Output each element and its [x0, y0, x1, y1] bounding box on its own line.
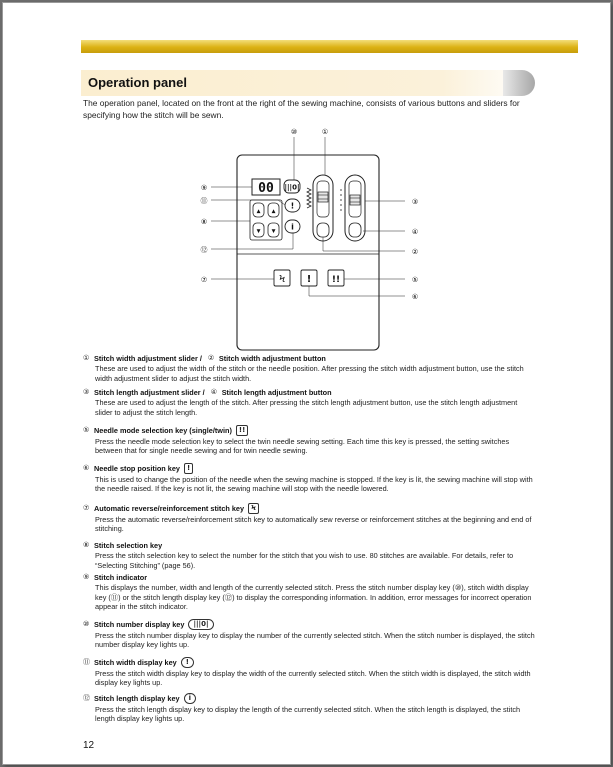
- needle-mode-key-glyph: !!: [331, 275, 341, 285]
- callout-9: ⑨: [200, 184, 208, 192]
- item-title: Stitch indicator: [94, 573, 148, 582]
- item-6: [83, 463, 535, 494]
- item-title-2: Stitch width adjustment button: [218, 354, 326, 363]
- stitch-width-slider-knob[interactable]: [318, 192, 328, 202]
- page-number: 12: [83, 740, 95, 751]
- item-number: ⑥: [83, 463, 90, 472]
- item-number-2: ②: [207, 354, 215, 362]
- reverse-key-glyph: Ϟ: [278, 274, 286, 285]
- item-body: These are used to adjust the width of the stitch or the needle position. After pressing the stitch width adjustment button, use the stitch width adjustment slider to adjust the stitch width.: [95, 364, 524, 383]
- stitch-width-key-glyph: !: [290, 201, 295, 211]
- item-number: ⑧: [83, 541, 90, 549]
- item-title: Needle mode selection key (single/twin): [94, 425, 232, 435]
- item-number: ⑨: [83, 573, 90, 581]
- item-title: Automatic reverse/reinforcement stitch key: [94, 503, 245, 513]
- item-number: ③: [83, 388, 90, 396]
- item-number: ⑩: [83, 619, 90, 628]
- callout-8: ⑧: [200, 218, 208, 226]
- intro-paragraph: The operation panel, located on the front at the right of the sewing machine, consists of various buttons and sliders for specifying how the stitch will be sewn.: [83, 98, 520, 120]
- item-body: Press the stitch width display key to display the width of the currently selected stitch. When the stitch width is displayed, the stitch width display key lights up.: [95, 669, 531, 688]
- display-digits: 00: [258, 181, 274, 196]
- item-body: Press the stitch selection key to select the number for the stitch that you wish to use. 80 stitches are available. For details, refer to “Selecting Stitching” (page 56).: [95, 551, 514, 570]
- item-title: Stitch length display key: [94, 693, 180, 703]
- needle-mode-key-icon: !!: [236, 425, 248, 436]
- item-title: Stitch length adjustment slider /: [94, 388, 205, 397]
- top-color-bar: [81, 40, 578, 53]
- item-10: [83, 619, 535, 650]
- item-body: Press the automatic reverse/reinforcement stitch key to automatically sew reverse or reinforcement stitches at the beginning and end of stitching.: [95, 515, 532, 534]
- item-title: Stitch width display key: [94, 657, 177, 667]
- down-arrow-icon: ▼: [256, 228, 261, 235]
- item-title: Stitch number display key: [94, 619, 185, 629]
- manual-page: [2, 2, 611, 765]
- stitch-width-key-icon: !: [181, 657, 194, 668]
- callout-5: ⑤: [411, 276, 419, 284]
- callout-4: ④: [411, 228, 419, 236]
- item-title: Stitch width adjustment slider /: [94, 354, 202, 363]
- stitch-number-key-glyph: |||0|: [284, 183, 300, 192]
- section-header-tab: [503, 70, 535, 96]
- up-arrow-icon: ▲: [256, 208, 261, 215]
- item-11: [83, 657, 535, 688]
- callout-6: ⑥: [411, 293, 419, 301]
- callout-11: ⑪: [200, 197, 208, 205]
- up-arrow-icon: ▲: [271, 208, 276, 215]
- item-1-2: [83, 354, 535, 383]
- item-body: This is used to change the position of the needle when the sewing machine is stopped. If the key is lit, the sewing machine will stop with the needle raised. If the key is not lit, the sewing machine will stop with the needle lowered.: [95, 475, 533, 494]
- stitch-length-adjust-button[interactable]: [349, 223, 361, 237]
- item-7: [83, 503, 535, 534]
- stitch-length-slider-knob[interactable]: [350, 195, 360, 205]
- item-title-2: Stitch length adjustment button: [221, 388, 332, 397]
- stitch-length-key-glyph: i: [291, 222, 294, 232]
- item-body: Press the stitch number display key to display the number of the currently selected stitch. When the stitch number is displayed, the stitch number display key lights up.: [95, 631, 535, 650]
- item-number-2: ④: [210, 388, 217, 396]
- stitch-width-adjust-button[interactable]: [317, 223, 329, 237]
- down-arrow-icon: ▼: [271, 228, 276, 235]
- section-title: Operation panel: [88, 75, 187, 90]
- item-body: Press the stitch length display key to display the length of the currently selected stitch. When the stitch length is displayed, the stitch length display key lights up.: [95, 705, 521, 724]
- stitch-length-key-icon: i: [184, 693, 196, 704]
- item-12: [83, 693, 535, 724]
- reverse-key-icon: Ϟ: [248, 503, 259, 514]
- item-number: ⑤: [83, 425, 90, 434]
- callout-2: ②: [411, 248, 419, 256]
- callout-1: ①: [321, 128, 329, 136]
- item-number: ①: [83, 354, 90, 362]
- item-body: These are used to adjust the length of the stitch. After pressing the stitch length adjustment button, use the stitch length adjustment slider to adjust the stitch length.: [95, 398, 518, 417]
- item-body: This displays the number, width and length of the currently selected stitch. Press the stitch number display key (⑩), stitch width display key (⑪) or the stitch length display key (⑫) to display the corresponding information. In addition, error messages for incorrect operation appear in the stitch indicator.: [95, 583, 532, 612]
- item-title: Stitch selection key: [94, 541, 163, 550]
- operation-panel-diagram: [193, 123, 433, 353]
- callout-12: ⑫: [200, 246, 208, 254]
- item-8: [83, 541, 535, 570]
- item-number: ⑦: [83, 503, 90, 512]
- item-title: Needle stop position key: [94, 463, 180, 473]
- needle-stop-key-icon: !: [184, 463, 193, 474]
- item-number: ⑪: [83, 657, 90, 666]
- item-body: Press the needle mode selection key to select the twin needle sewing setting. Each time this key is pressed, the setting switches between that for single needle sewing and for twin needle sewing.: [95, 437, 510, 456]
- item-number: ⑫: [83, 693, 90, 702]
- callout-10: ⑩: [290, 128, 298, 136]
- stitch-number-key-icon: |||0|: [188, 619, 213, 630]
- item-5: [83, 425, 535, 456]
- needle-stop-key-glyph: !: [306, 274, 312, 285]
- callout-3: ③: [411, 198, 419, 206]
- item-3-4: [83, 388, 535, 417]
- item-9: [83, 573, 535, 612]
- callout-7: ⑦: [200, 276, 208, 284]
